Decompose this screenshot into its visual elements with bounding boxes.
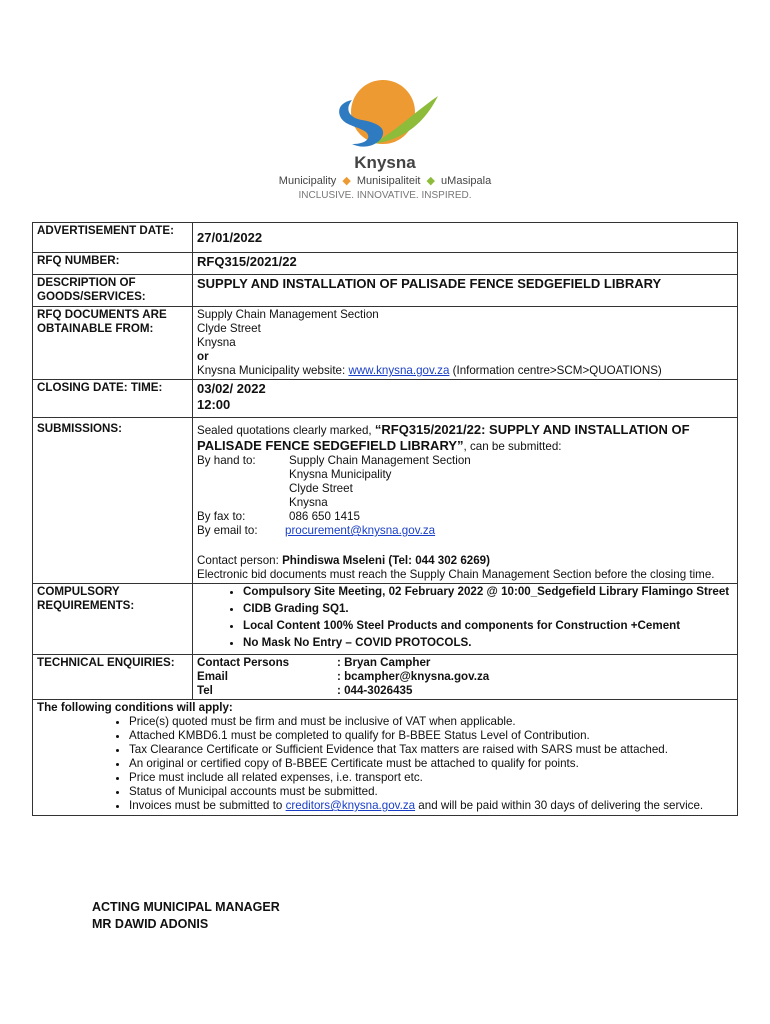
condition-item: • Attached KMBD6.1 must be completed to qualify for B-BBEE Status Level of Contribution. xyxy=(129,729,733,743)
conditions-list xyxy=(37,715,733,813)
condition-item: • Price(s) quoted must be firm and must be inclusive of VAT when applicable. xyxy=(129,715,733,729)
condition-item: • An original or certified copy of B-BBEE Certificate must be attached to qualify for points. xyxy=(129,757,733,771)
closing-row xyxy=(33,380,738,418)
fax-value: 086 650 1415 xyxy=(289,510,360,523)
advert-label: ADVERTISEMENT DATE: xyxy=(33,223,193,253)
technical-contacts: Contact Persons : Bryan Campher Email : bcampher@knysna.gov.za Tel : 044-3026435 xyxy=(197,656,733,698)
documents-website: Knysna Municipality website: www.knysna.gov.za (Information centre>SCM>QUOATIONS) xyxy=(197,364,662,377)
website-link[interactable]: www.knysna.gov.za xyxy=(348,364,450,377)
documents-line-1: Supply Chain Management Section xyxy=(197,308,379,321)
logo-tagline: INCLUSIVE. INNOVATIVE. INSPIRED. xyxy=(298,190,472,201)
conditions-heading: The following conditions will apply: xyxy=(37,701,233,714)
svg-text:Municipality ◆ Mun: Municipality ◆ Munisipaliteit ◆ uMasipala xyxy=(278,175,492,187)
rfq-row xyxy=(33,253,738,275)
submissions-intro: Sealed quotations clearly marked, “RFQ315/2021/22: SUPPLY AND INSTALLATION OF PALISADE FENCE SEDGEFIELD LIBRARY”, can be submitted: xyxy=(197,422,690,453)
description-label: DESCRIPTION OF GOODS/SERVICES: xyxy=(33,275,193,307)
requirement-item: • Compulsory Site Meeting, 02 February 2022 @ 10:00_Sedgefield Library Flamingo Street xyxy=(243,585,733,599)
knysna-logo xyxy=(0,70,770,210)
advert-row xyxy=(33,223,738,253)
technical-email: : bcampher@knysna.gov.za xyxy=(337,670,490,683)
closing-label: CLOSING DATE: TIME: xyxy=(33,380,193,418)
compulsory-label: COMPULSORY REQUIREMENTS: xyxy=(33,584,193,655)
rfq-table xyxy=(32,222,738,816)
requirements-list xyxy=(197,585,733,650)
documents-line-2: Clyde Street xyxy=(197,322,261,335)
logo-subtitle-1: Municipality xyxy=(278,175,337,187)
requirement-item: • No Mask No Entry – COVID PROTOCOLS. xyxy=(243,636,733,650)
technical-row xyxy=(33,655,738,700)
documents-line-3: Knysna xyxy=(197,336,236,349)
condition-item: • Status of Municipal accounts must be submitted. xyxy=(129,785,733,799)
signature-title: ACTING MUNICIPAL MANAGER xyxy=(92,900,280,914)
conditions-row xyxy=(33,700,738,816)
technical-label: TECHNICAL ENQUIRIES: xyxy=(33,655,193,700)
signature-name: MR DAWID ADONIS xyxy=(92,917,209,931)
signature-block xyxy=(92,899,280,933)
procurement-email-link[interactable]: procurement@knysna.gov.za xyxy=(285,524,436,537)
hand-label: By hand to: xyxy=(197,454,256,467)
submissions-row xyxy=(33,418,738,584)
electronic-note: Electronic bid documents must reach the Supply Chain Management Section before the closing time. xyxy=(197,568,715,581)
condition-item: • Tax Clearance Certificate or Sufficient Evidence that Tax matters are raised with SARS must be attached. xyxy=(129,743,733,757)
creditors-email-link[interactable]: creditors@knysna.gov.za xyxy=(285,799,416,812)
submissions-label: SUBMISSIONS: xyxy=(33,418,193,584)
rfq-label: RFQ NUMBER: xyxy=(33,253,193,275)
documents-row xyxy=(33,307,738,380)
closing-date: 03/02/ 2022 xyxy=(197,381,266,396)
requirement-item: • CIDB Grading SQ1. xyxy=(243,602,733,616)
compulsory-row xyxy=(33,584,738,655)
logo-subtitle-2: Munisipaliteit xyxy=(356,175,421,187)
fax-label: By fax to: xyxy=(197,510,246,523)
logo-subtitle-3: uMasipala xyxy=(441,175,492,187)
closing-time: 12:00 xyxy=(197,397,231,412)
condition-item: • Price must include all related expenses, i.e. transport etc. xyxy=(129,771,733,785)
advert-date: 27/01/2022 xyxy=(197,229,263,245)
email-label: By email to: xyxy=(197,524,258,537)
documents-label: RFQ DOCUMENTS ARE OBTAINABLE FROM: xyxy=(33,307,193,380)
documents-or: or xyxy=(197,350,209,363)
description-value: SUPPLY AND INSTALLATION OF PALISADE FENCE SEDGEFIELD LIBRARY xyxy=(197,276,662,291)
hand-delivery: By hand to: Supply Chain Management Section Knysna Municipality Clyde Street Knysna By fax to: 086 650 1415 By email to: procurement@knysna.gov.za xyxy=(197,454,733,538)
knysna-emblem-icon xyxy=(0,70,770,210)
contact-person: Contact person: Phindiswa Mseleni (Tel: 044 302 6269) xyxy=(197,554,490,567)
description-row xyxy=(33,275,738,307)
rfq-number: RFQ315/2021/22 xyxy=(197,254,297,269)
condition-item: • Invoices must be submitted to creditors@knysna.gov.za and will be paid within 30 days of delivering the service. xyxy=(129,799,733,813)
logo-name: Knysna xyxy=(354,153,416,172)
requirement-item: • Local Content 100% Steel Products and components for Construction +Cement xyxy=(243,619,733,633)
